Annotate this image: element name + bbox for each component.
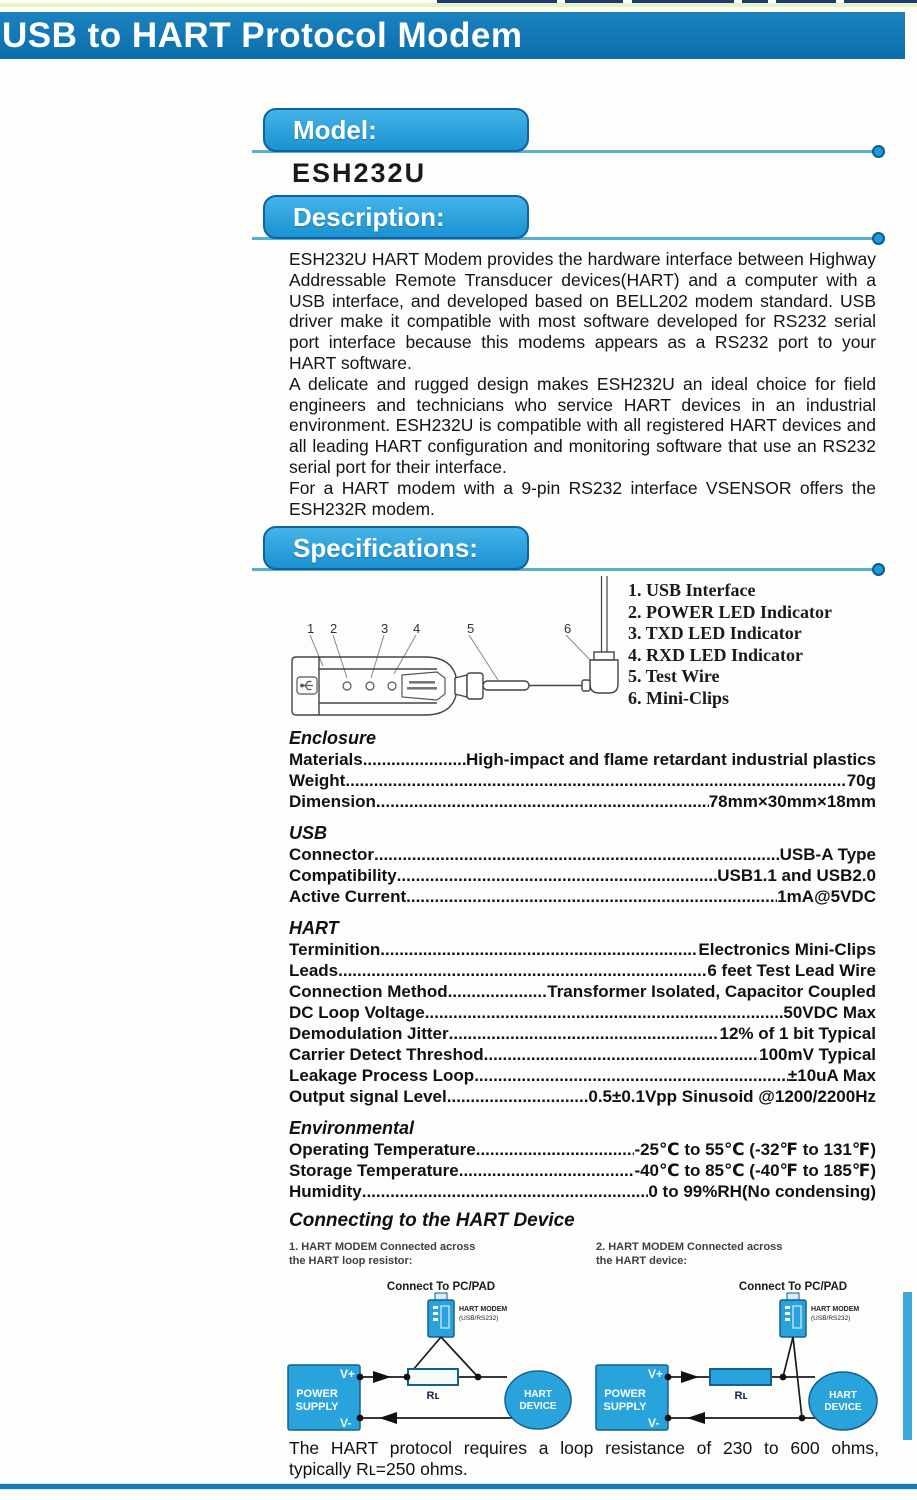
dot-leader [459,1160,635,1181]
modem-sublabel: (USB/RS232) [811,1315,851,1322]
description-heading-label: Description: [293,201,445,232]
spec-label: Weight [289,771,346,790]
spec-value: 6 feet Test Lead Wire [707,961,876,980]
v-minus-label: V- [340,1416,352,1430]
spec-label: Storage Temperature [289,1161,459,1180]
spec-label: Demodulation Jitter [289,1024,449,1043]
spec-row [289,791,876,812]
section-rule-dot [872,563,885,576]
spec-label: Materials [289,750,363,769]
svg-text:2: 2 [330,621,338,636]
svg-text:3: 3 [381,621,389,636]
header-bar [0,12,905,59]
description-paragraph: For a HART modem with a 9-pin RS232 interface VSENSOR offers the ESH232R modem. [289,477,876,519]
dot-leader [363,749,466,770]
circuit-diagram-loop-resistor [285,1278,585,1438]
spec-label: Carrier Detect Threshod [289,1045,484,1064]
loop-resistor [408,1369,458,1402]
spec-row [289,770,876,791]
spec-row [289,1044,876,1065]
spec-value: 78mm×30mm×18mm [708,792,876,811]
spec-label: Connection Method [289,982,448,1001]
spec-row [289,939,876,960]
spec-value: 50VDC Max [783,1003,876,1022]
hart-modem-box [780,1300,806,1337]
svg-text:4: 4 [413,621,421,636]
spec-group-title: Environmental [289,1118,415,1138]
svg-text:HART: HART [829,1390,857,1401]
svg-text:POWER: POWER [296,1388,338,1400]
spec-row [289,1065,876,1086]
hart-modem-box [428,1300,454,1337]
dot-leader [447,1086,589,1107]
spec-value: 0 to 99%RH(No condensing) [648,1182,876,1201]
spec-group-usb [289,822,876,907]
spec-row [289,886,876,907]
arrow-right [373,1371,391,1383]
top-dash [742,0,768,3]
model-heading-label: Model: [293,114,377,145]
bottom-rule [0,1483,917,1490]
connect-to-pc-label: Connect To PC/PAD [386,1281,496,1293]
modem-label: HART MODEM [811,1306,860,1313]
specifications-heading-pill [263,526,529,570]
caption-line: 1. HART MODEM Connected across [289,1241,476,1253]
modem-label: HART MODEM [459,1306,508,1313]
spec-value: 12% of 1 bit Typical [719,1024,876,1043]
callout-numbers [307,621,571,636]
spec-value: ±10uA Max [787,1066,876,1085]
hart-device-circle [505,1371,571,1429]
v-plus-label: V+ [340,1367,356,1381]
svg-text:DEVICE: DEVICE [519,1401,557,1412]
dot-leader [474,1065,788,1086]
loop-resistance-note [289,1438,879,1480]
rl-label: Rʟ [426,1390,440,1402]
model-number: ESH232U [292,158,427,188]
description-heading-pill [263,195,529,239]
diagram2-caption [596,1241,782,1268]
spec-label: Output signal Level [289,1087,447,1106]
spec-group-enclosure [289,727,876,812]
dot-leader [376,791,709,812]
power-supply-box [596,1365,668,1430]
modem-sublabel: (USB/RS232) [459,1315,499,1322]
spec-value: 0.5±0.1Vpp Sinusoid @1200/2200Hz [588,1087,876,1106]
led-indicators [343,682,396,690]
legend-item: 1. USB Interface [628,580,756,600]
spec-label: DC Loop Voltage [289,1003,425,1022]
svg-text:DEVICE: DEVICE [824,1402,862,1413]
dot-leader [476,1139,635,1160]
spec-label: Leakage Process Loop [289,1066,475,1085]
spec-group-title: HART [289,918,339,938]
top-dash [632,0,734,3]
spec-value: 1mA@5VDC [777,887,876,906]
note-line: typically Rʟ=250 ohms. [289,1459,468,1479]
product-label-plate [402,672,445,700]
mini-clip-connector [582,576,618,693]
note-line: The HART protocol requires a loop resistance of 230 to 600 ohms, [289,1438,879,1458]
caption-line: the HART device: [596,1254,688,1267]
loop-resistor [710,1369,771,1402]
rl-label: Rʟ [734,1390,748,1402]
v-plus-label: V+ [648,1367,664,1381]
dot-leader [425,1002,784,1023]
legend-item: 4. RXD LED Indicator [628,644,804,665]
dot-leader [374,844,780,865]
description-paragraph: ESH232U HART Modem provides the hardware interface between Highway Addressable Remote Transducer devices(HART) and a computer with a USB interface, and developed based on BELL202 modem standard. USB driver make it compatible with most software developed for RS232 serial port interface because this modems appears as a RS232 port to your HART software. [289,249,876,373]
circuit-diagram-hart-device [593,1278,909,1438]
legend-item: 5. Test Wire [628,666,720,686]
svg-text:SUPPLY: SUPPLY [295,1401,339,1413]
dot-leader [362,1181,649,1202]
v-minus-label: V- [648,1416,660,1430]
spec-value: -40℃ to 85℃ (-40℉ to 185℉) [634,1161,876,1180]
arrow-left [687,1412,705,1424]
usb-icon [297,677,317,694]
top-dash [776,0,836,3]
spec-label: Operating Temperature [289,1140,476,1159]
spec-value: USB-A Type [779,845,876,864]
spec-value: Electronics Mini-Clips [698,940,876,959]
legend-item: 6. Mini-Clips [628,687,730,708]
section-rule-dot [872,145,885,158]
description-text [289,249,876,519]
svg-text:HART: HART [524,1389,552,1400]
spec-label: Active Current [289,887,407,906]
spec-row [289,1139,876,1160]
spec-row [289,1181,876,1202]
spec-value: USB1.1 and USB2.0 [717,866,876,885]
spec-row [289,1002,876,1023]
spec-row [289,1086,876,1107]
top-dash [437,0,557,3]
spec-group-title: Enclosure [289,728,377,748]
page-edge-artifact [903,1292,912,1440]
spec-row [289,1160,876,1181]
spec-label: Leads [289,961,339,980]
model-heading-pill [263,108,529,152]
section-rule-dot [872,232,885,245]
dot-leader [397,865,718,886]
spec-label: Humidity [289,1182,362,1201]
test-wire [455,673,582,699]
spec-label: Terminition [289,940,381,959]
power-supply-box [288,1365,360,1430]
dot-leader [449,1023,720,1044]
spec-value: High-impact and flame retardant industrial plastics [466,750,876,769]
spec-label: Connector [289,845,374,864]
dot-leader [484,1044,760,1065]
legend-item: 2. POWER LED Indicator [628,601,833,622]
arrow-left [379,1412,397,1424]
spec-group-environmental [289,1117,876,1202]
svg-text:5: 5 [467,621,475,636]
dot-leader [406,886,777,907]
top-strip [0,3,917,7]
top-dash [844,0,917,3]
caption-line: the HART loop resistor: [289,1254,413,1267]
dot-leader [338,960,707,981]
caption-line: 2. HART MODEM Connected across [596,1241,783,1253]
spec-group-hart [289,917,876,1107]
description-paragraph: A delicate and rugged design makes ESH232U an ideal choice for field engineers and technicians who service HART devices in an industrial environment. ESH232U is compatible with all registered HART devices and all leading HART configuration and monitoring software that use an RS232 serial port for their interface. [289,373,876,477]
spec-list [289,727,876,1212]
spec-row [289,844,876,865]
spec-value: Transformer Isolated, Capacitor Coupled [547,982,876,1001]
usb-plug-icon [435,1293,447,1300]
spec-label: Compatibility [289,866,397,885]
connecting-title: Connecting to the HART Device [289,1210,575,1231]
spec-row [289,1023,876,1044]
svg-text:6: 6 [564,621,572,636]
top-dash [565,0,623,3]
spec-row [289,981,876,1002]
svg-text:SUPPLY: SUPPLY [603,1401,647,1413]
spec-row [289,749,876,770]
dot-leader [380,939,698,960]
spec-value: 70g [846,771,876,790]
hart-device-circle [809,1372,877,1430]
modem-device-figure [285,572,630,732]
spec-row [289,865,876,886]
page-title: USB to HART Protocol Modem [2,15,523,55]
spec-row [289,960,876,981]
spec-label: Dimension [289,792,376,811]
usb-plug-icon [787,1293,799,1300]
device-legend [628,580,832,709]
svg-text:POWER: POWER [604,1388,646,1400]
specifications-heading-label: Specifications: [293,532,478,563]
dot-leader [448,981,548,1002]
spec-value: -25℃ to 55℃ (-32℉ to 131℉) [634,1140,876,1159]
spec-group-title: USB [289,823,328,843]
legend-item: 3. TXD LED Indicator [628,623,802,643]
connect-to-pc-label: Connect To PC/PAD [738,1281,848,1293]
dot-leader [345,770,846,791]
diagram1-caption [289,1241,475,1268]
svg-text:1: 1 [307,621,315,636]
spec-value: 100mV Typical [759,1045,876,1064]
arrow-right [681,1371,699,1383]
